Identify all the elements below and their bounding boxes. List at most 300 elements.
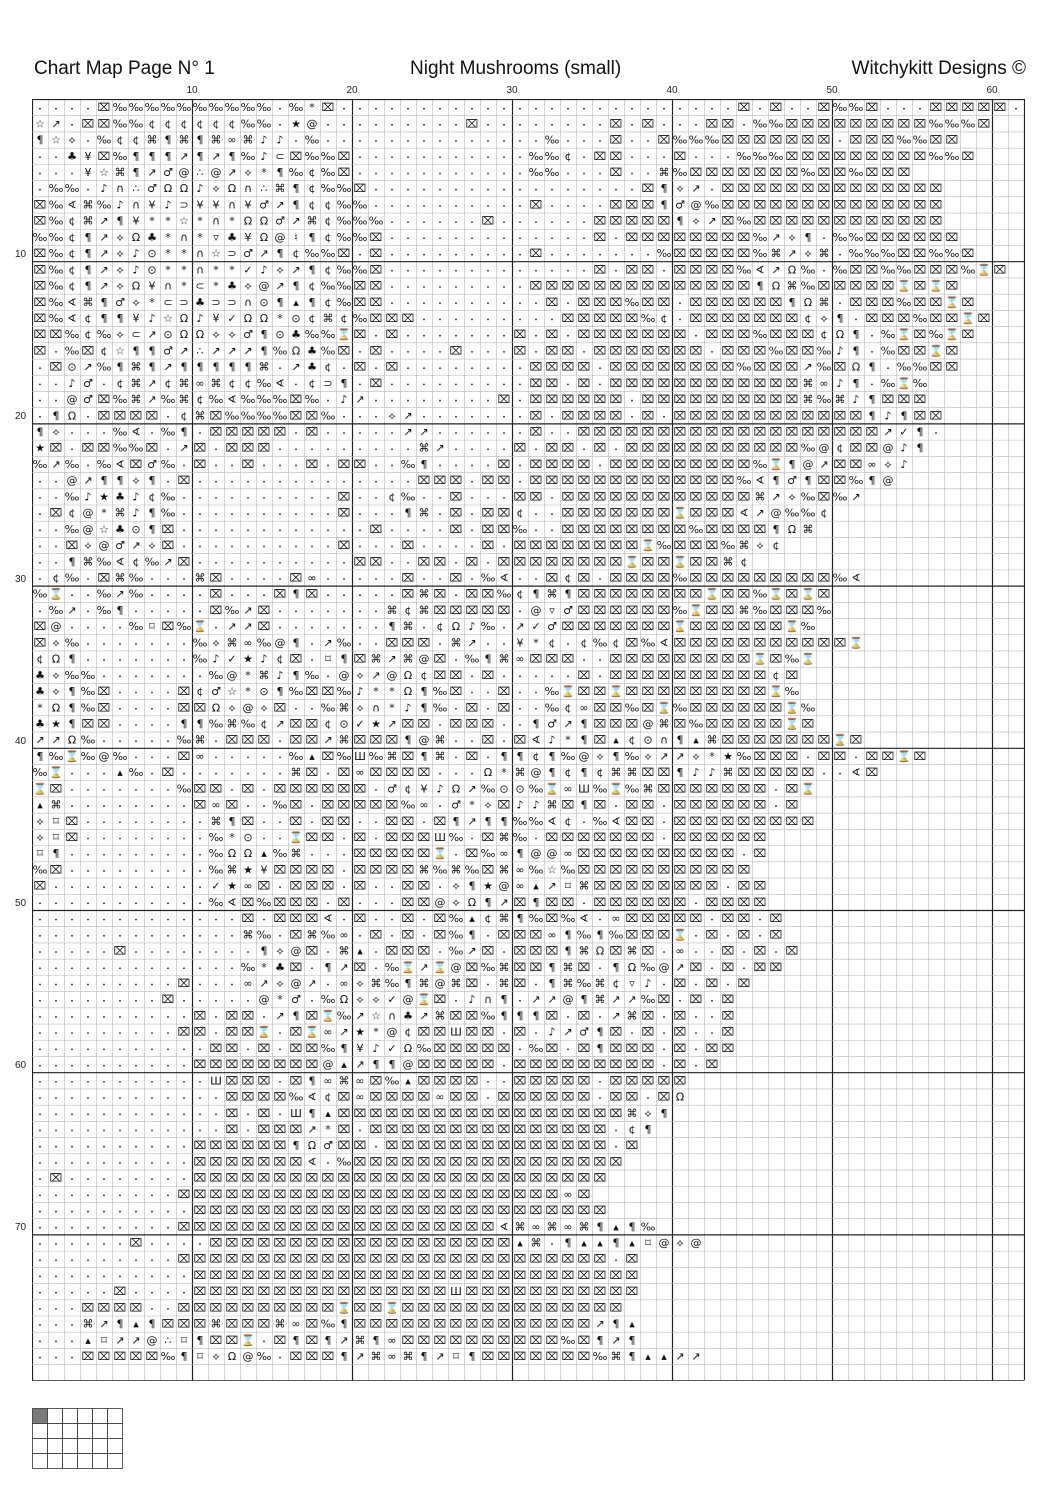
stitch-symbol: ‰: [864, 247, 880, 261]
stitch-symbol: ⌛: [849, 636, 863, 650]
stitch-symbol: ⌛: [241, 1333, 255, 1347]
stitch-dot: [231, 757, 233, 759]
stitch-symbol: ⌧: [289, 652, 303, 666]
stitch-symbol: ⌧: [785, 360, 799, 374]
stitch-dot: [423, 383, 425, 385]
stitch-dot: [167, 675, 169, 677]
stitch-symbol: ⌧: [129, 1236, 143, 1250]
stitch-symbol: @: [418, 733, 430, 747]
stitch-symbol: ★: [243, 863, 253, 877]
stitch-dot: [103, 870, 105, 872]
stitch-symbol: ⌧: [577, 555, 591, 569]
stitch-symbol: ⌧: [97, 393, 111, 407]
stitch-symbol: ♪: [340, 393, 348, 407]
stitch-dot: [583, 270, 585, 272]
stitch-dot: [71, 1032, 73, 1034]
stitch-symbol: ⌑: [53, 831, 59, 845]
stitch-symbol: ⊙: [131, 522, 141, 536]
stitch-symbol: ⌘: [434, 1009, 446, 1023]
stitch-symbol: ⌧: [289, 409, 303, 423]
stitch-symbol: ⌧: [193, 1285, 207, 1299]
stitch-symbol: ⌧: [369, 798, 383, 812]
stitch-dot: [183, 1211, 185, 1213]
stitch-dot: [743, 124, 745, 126]
stitch-dot: [199, 838, 201, 840]
stitch-dot: [471, 140, 473, 142]
stitch-symbol: ⌛: [785, 620, 799, 634]
stitch-dot: [39, 1227, 41, 1229]
stitch-dot: [199, 854, 201, 856]
stitch-symbol: ⌧: [721, 1025, 735, 1039]
stitch-symbol: ⌧: [865, 766, 879, 780]
stitch-dot: [423, 919, 425, 921]
stitch-symbol: Ω: [195, 328, 205, 342]
stitch-symbol: @: [290, 976, 302, 990]
page-map-cell: [93, 1439, 108, 1454]
stitch-symbol: ⌧: [225, 733, 239, 747]
stitch-symbol: ⌛: [193, 620, 207, 634]
stitch-symbol: ⌧: [417, 1074, 431, 1088]
stitch-symbol: ⌧: [113, 1301, 127, 1315]
stitch-symbol: ⌧: [401, 571, 415, 585]
stitch-dot: [519, 692, 521, 694]
stitch-symbol: ⌧: [865, 101, 879, 115]
stitch-dot: [199, 675, 201, 677]
stitch-symbol: ⌧: [753, 311, 767, 325]
stitch-symbol: ⌧: [401, 895, 415, 909]
stitch-dot: [583, 124, 585, 126]
stitch-symbol: ⌧: [481, 214, 495, 228]
stitch-symbol: ↗: [115, 1333, 125, 1347]
stitch-dot: [103, 984, 105, 986]
stitch-dot: [87, 578, 89, 580]
stitch-dot: [679, 124, 681, 126]
stitch-symbol: ¥: [84, 149, 92, 163]
stitch-symbol: ↗: [211, 344, 221, 358]
stitch-symbol: *: [229, 831, 235, 845]
stitch-symbol: ⌧: [337, 165, 351, 179]
stitch-symbol: ♣: [115, 490, 125, 504]
stitch-symbol: ¶: [612, 960, 620, 974]
stitch-dot: [375, 578, 377, 580]
stitch-symbol: ⌧: [865, 311, 879, 325]
stitch-symbol: ‰: [32, 863, 48, 877]
stitch-symbol: ⌛: [305, 1025, 319, 1039]
stitch-symbol: ⌧: [417, 1204, 431, 1218]
page-map-cell: [108, 1424, 123, 1439]
stitch-dot: [455, 335, 457, 337]
stitch-dot: [71, 1081, 73, 1083]
stitch-dot: [39, 902, 41, 904]
stitch-symbol: ✓: [355, 717, 365, 731]
stitch-symbol: ⌧: [305, 1187, 319, 1201]
stitch-symbol: ⌧: [625, 506, 639, 520]
stitch-symbol: @: [242, 1350, 254, 1364]
page-map-cell: [108, 1439, 123, 1454]
stitch-symbol: ⌧: [545, 344, 559, 358]
stitch-symbol: ⌧: [769, 101, 783, 115]
stitch-symbol: ⌧: [97, 717, 111, 731]
stitch-dot: [455, 124, 457, 126]
stitch-symbol: ‰: [368, 214, 384, 228]
stitch-symbol: ⌧: [833, 182, 847, 196]
stitch-symbol: ⌧: [545, 571, 559, 585]
stitch-symbol: ⌧: [177, 701, 191, 715]
stitch-symbol: ⌧: [657, 587, 671, 601]
stitch-symbol: ⌧: [593, 393, 607, 407]
stitch-dot: [87, 465, 89, 467]
stitch-symbol: ⌧: [241, 1090, 255, 1104]
stitch-symbol: ⌧: [129, 1301, 143, 1315]
stitch-symbol: ⌧: [529, 490, 543, 504]
stitch-dot: [55, 1211, 57, 1213]
stitch-symbol: ⌧: [865, 230, 879, 244]
stitch-symbol: ⌧: [705, 279, 719, 293]
stitch-symbol: ⌧: [561, 798, 575, 812]
stitch-dot: [231, 984, 233, 986]
stitch-dot: [375, 124, 377, 126]
stitch-symbol: ⌧: [401, 847, 415, 861]
stitch-symbol: ⌧: [337, 1220, 351, 1234]
stitch-symbol: ⌛: [657, 701, 671, 715]
stitch-symbol: ⌧: [385, 360, 399, 374]
stitch-dot: [535, 448, 537, 450]
stitch-symbol: ⌧: [753, 360, 767, 374]
stitch-symbol: *: [277, 993, 283, 1007]
stitch-symbol: ⌧: [705, 620, 719, 634]
stitch-dot: [567, 335, 569, 337]
stitch-dot: [711, 1000, 713, 1002]
stitch-dot: [487, 156, 489, 158]
stitch-dot: [375, 611, 377, 613]
stitch-dot: [727, 108, 729, 110]
stitch-symbol: ¢: [180, 409, 188, 423]
stitch-dot: [583, 448, 585, 450]
stitch-symbol: ⌧: [369, 344, 383, 358]
stitch-dot: [663, 1065, 665, 1067]
stitch-symbol: ⌧: [769, 652, 783, 666]
stitch-symbol: ⌧: [337, 1268, 351, 1282]
stitch-dot: [343, 562, 345, 564]
stitch-symbol: ∢: [499, 1220, 509, 1234]
stitch-symbol: ¶: [516, 912, 524, 926]
stitch-symbol: ¶: [116, 474, 124, 488]
stitch-symbol: ⊃: [179, 198, 189, 212]
stitch-symbol: ‰: [800, 263, 816, 277]
stitch-dot: [87, 870, 89, 872]
stitch-symbol: ↗: [355, 1350, 365, 1364]
stitch-dot: [487, 108, 489, 110]
stitch-dot: [39, 173, 41, 175]
stitch-symbol: ⌧: [257, 1317, 271, 1331]
stitch-dot: [135, 854, 137, 856]
stitch-symbol: ⌧: [785, 149, 799, 163]
stitch-symbol: ∩: [131, 198, 141, 212]
stitch-symbol: ⌧: [161, 766, 175, 780]
stitch-symbol: ⌛: [33, 782, 47, 796]
stitch-dot: [199, 546, 201, 548]
stitch-symbol: ↗: [595, 1317, 605, 1331]
stitch-dot: [71, 1276, 73, 1278]
stitch-dot: [487, 497, 489, 499]
stitch-symbol: @: [418, 652, 430, 666]
stitch-dot: [55, 967, 57, 969]
stitch-symbol: ¶: [916, 441, 924, 455]
stitch-symbol: ⌘: [130, 393, 142, 407]
stitch-symbol: ⟡: [36, 814, 44, 828]
stitch-symbol: ▴: [629, 1236, 635, 1250]
stitch-symbol: ⌧: [289, 1025, 303, 1039]
stitch-dot: [919, 108, 921, 110]
stitch-symbol: ⌧: [673, 879, 687, 893]
stitch-symbol: ‰: [320, 149, 336, 163]
stitch-dot: [167, 1130, 169, 1132]
stitch-dot: [183, 1178, 185, 1180]
stitch-symbol: ⌧: [513, 1155, 527, 1169]
stitch-symbol: ⌧: [625, 1058, 639, 1072]
stitch-dot: [167, 448, 169, 450]
stitch-dot: [487, 124, 489, 126]
stitch-symbol: Ш: [210, 1074, 222, 1088]
stitch-symbol: ♪: [468, 620, 476, 634]
stitch-symbol: ∩: [195, 247, 205, 261]
stitch-dot: [439, 140, 441, 142]
stitch-dot: [135, 1178, 137, 1180]
stitch-symbol: ⌧: [753, 733, 767, 747]
stitch-dot: [487, 254, 489, 256]
stitch-symbol: ⌧: [769, 441, 783, 455]
stitch-symbol: ⌧: [817, 474, 831, 488]
stitch-symbol: ⌘: [594, 976, 606, 990]
stitch-symbol: ∞: [387, 1333, 397, 1347]
stitch-symbol: ⌧: [705, 1058, 719, 1072]
stitch-symbol: ⌧: [545, 1058, 559, 1072]
stitch-symbol: ⌧: [481, 1041, 495, 1055]
stitch-symbol: ↗: [611, 1009, 621, 1023]
stitch-symbol: ▴: [117, 766, 123, 780]
stitch-symbol: ⌧: [849, 133, 863, 147]
stitch-symbol: ‰: [480, 960, 496, 974]
stitch-symbol: ⌧: [625, 230, 639, 244]
stitch-symbol: ‰: [48, 311, 64, 325]
stitch-symbol: ‰: [96, 198, 112, 212]
stitch-symbol: ⌧: [593, 831, 607, 845]
stitch-symbol: ⌧: [625, 1139, 639, 1153]
stitch-dot: [295, 497, 297, 499]
stitch-dot: [247, 1048, 249, 1050]
stitch-symbol: ☆: [35, 117, 45, 131]
stitch-symbol: ⌧: [657, 668, 671, 682]
stitch-symbol: ⌧: [913, 328, 927, 342]
stitch-symbol: ∞: [387, 1350, 397, 1364]
stitch-dot: [695, 935, 697, 937]
stitch-dot: [151, 594, 153, 596]
stitch-symbol: ⌧: [385, 311, 399, 325]
stitch-symbol: ‰: [272, 409, 288, 423]
stitch-symbol: ⌧: [353, 831, 367, 845]
stitch-dot: [311, 611, 313, 613]
row-number: 70: [15, 1222, 27, 1234]
stitch-dot: [119, 870, 121, 872]
stitch-symbol: ⌘: [194, 409, 206, 423]
stitch-symbol: ⌧: [161, 620, 175, 634]
stitch-symbol: ⌧: [641, 263, 655, 277]
stitch-symbol: *: [213, 279, 219, 293]
stitch-symbol: ‰: [928, 117, 944, 131]
stitch-symbol: ⌘: [626, 1009, 638, 1023]
stitch-symbol: ⌧: [289, 1058, 303, 1072]
stitch-dot: [663, 838, 665, 840]
stitch-symbol: ‰: [384, 1074, 400, 1088]
stitch-symbol: ¶: [196, 133, 204, 147]
stitch-symbol: ‰: [64, 182, 80, 196]
stitch-symbol: ⌧: [753, 344, 767, 358]
stitch-symbol: ⌧: [721, 620, 735, 634]
stitch-symbol: ↗: [51, 457, 61, 471]
stitch-dot: [167, 724, 169, 726]
stitch-symbol: ⌧: [337, 1171, 351, 1185]
stitch-symbol: ⌧: [497, 701, 511, 715]
stitch-symbol: ‰: [240, 393, 256, 407]
stitch-symbol: ∢: [851, 571, 861, 585]
stitch-symbol: ⌧: [97, 101, 111, 115]
stitch-symbol: ⟡: [116, 247, 124, 261]
stitch-symbol: ‰: [336, 685, 352, 699]
stitch-dot: [119, 967, 121, 969]
stitch-symbol: ⌧: [449, 668, 463, 682]
stitch-symbol: *: [245, 685, 251, 699]
stitch-symbol: @: [562, 993, 574, 1007]
stitch-dot: [295, 546, 297, 548]
stitch-symbol: ‰: [128, 441, 144, 455]
stitch-symbol: ⌧: [753, 814, 767, 828]
stitch-symbol: ⌧: [529, 1155, 543, 1169]
stitch-symbol: ⌧: [417, 1333, 431, 1347]
stitch-symbol: ⌧: [849, 182, 863, 196]
stitch-symbol: ⌛: [785, 717, 799, 731]
stitch-symbol: ⌧: [769, 571, 783, 585]
stitch-symbol: ‰: [752, 328, 768, 342]
stitch-symbol: ⌧: [657, 474, 671, 488]
stitch-symbol: ⌧: [721, 490, 735, 504]
stitch-symbol: ⌧: [865, 295, 879, 309]
stitch-symbol: ¶: [852, 376, 860, 390]
stitch-symbol: ⌧: [705, 409, 719, 423]
stitch-dot: [311, 448, 313, 450]
stitch-symbol: ‰: [320, 182, 336, 196]
stitch-symbol: ‰: [336, 182, 352, 196]
stitch-symbol: ⌛: [417, 993, 431, 1007]
stitch-dot: [359, 594, 361, 596]
stitch-symbol: ⌧: [721, 831, 735, 845]
stitch-symbol: ⌧: [193, 1139, 207, 1153]
stitch-dot: [71, 967, 73, 969]
stitch-symbol: ⌧: [369, 247, 383, 261]
stitch-dot: [487, 367, 489, 369]
stitch-symbol: ⌘: [194, 733, 206, 747]
stitch-symbol: ⌧: [673, 279, 687, 293]
stitch-symbol: ⌧: [609, 847, 623, 861]
stitch-symbol: ⌧: [241, 1009, 255, 1023]
stitch-dot: [455, 173, 457, 175]
stitch-symbol: ↗: [275, 279, 285, 293]
stitch-symbol: ‰: [256, 409, 272, 423]
stitch-symbol: ⌧: [449, 1268, 463, 1282]
stitch-dot: [263, 1340, 265, 1342]
stitch-symbol: ∢: [547, 814, 557, 828]
stitch-symbol: ⌧: [481, 1350, 495, 1364]
stitch-symbol: ‰: [128, 587, 144, 601]
stitch-dot: [439, 546, 441, 548]
stitch-symbol: ‰: [240, 101, 256, 115]
stitch-symbol: ⌧: [449, 571, 463, 585]
stitch-dot: [423, 546, 425, 548]
stitch-symbol: ∞: [675, 944, 685, 958]
stitch-symbol: ⌘: [722, 766, 734, 780]
stitch-symbol: Ω: [179, 328, 189, 342]
stitch-symbol: ↗: [259, 247, 269, 261]
stitch-dot: [279, 1357, 281, 1359]
stitch-dot: [199, 821, 201, 823]
stitch-symbol: ⌧: [641, 620, 655, 634]
stitch-dot: [39, 1146, 41, 1148]
stitch-symbol: ⌧: [641, 506, 655, 520]
stitch-symbol: ⌧: [753, 960, 767, 974]
stitch-symbol: ♣: [147, 230, 157, 244]
stitch-dot: [503, 156, 505, 158]
stitch-symbol: ⌧: [865, 198, 879, 212]
stitch-symbol: ⌧: [561, 1074, 575, 1088]
stitch-symbol: ⌧: [545, 831, 559, 845]
stitch-symbol: ⌘: [418, 587, 430, 601]
stitch-symbol: ⌧: [545, 474, 559, 488]
stitch-dot: [151, 967, 153, 969]
stitch-dot: [215, 967, 217, 969]
stitch-symbol: *: [533, 636, 539, 650]
stitch-dot: [359, 124, 361, 126]
stitch-symbol: ↗: [419, 960, 429, 974]
stitch-dot: [759, 108, 761, 110]
stitch-symbol: ⟡: [820, 311, 828, 325]
stitch-symbol: ▴: [325, 1106, 331, 1120]
stitch-dot: [359, 108, 361, 110]
stitch-symbol: ⌧: [337, 1122, 351, 1136]
stitch-symbol: ¶: [548, 960, 556, 974]
stitch-dot: [247, 1000, 249, 1002]
stitch-dot: [423, 156, 425, 158]
stitch-symbol: ⌧: [609, 457, 623, 471]
stitch-symbol: ∴: [132, 182, 140, 196]
stitch-dot: [135, 1130, 137, 1132]
stitch-symbol: Ω: [67, 409, 77, 423]
stitch-symbol: ★: [483, 879, 493, 893]
stitch-dot: [135, 1146, 137, 1148]
stitch-dot: [183, 1000, 185, 1002]
stitch-symbol: ⌧: [529, 1285, 543, 1299]
stitch-symbol: Ω: [211, 701, 221, 715]
stitch-symbol: ⌧: [737, 928, 751, 942]
stitch-dot: [279, 546, 281, 548]
stitch-dot: [151, 578, 153, 580]
stitch-symbol: ¶: [468, 879, 476, 893]
stitch-symbol: ⌧: [705, 831, 719, 845]
stitch-symbol: ∢: [307, 1155, 317, 1169]
stitch-symbol: ⌛: [977, 263, 991, 277]
stitch-symbol: ⌧: [481, 944, 495, 958]
stitch-dot: [471, 432, 473, 434]
stitch-dot: [679, 108, 681, 110]
stitch-symbol: ‰: [400, 457, 416, 471]
